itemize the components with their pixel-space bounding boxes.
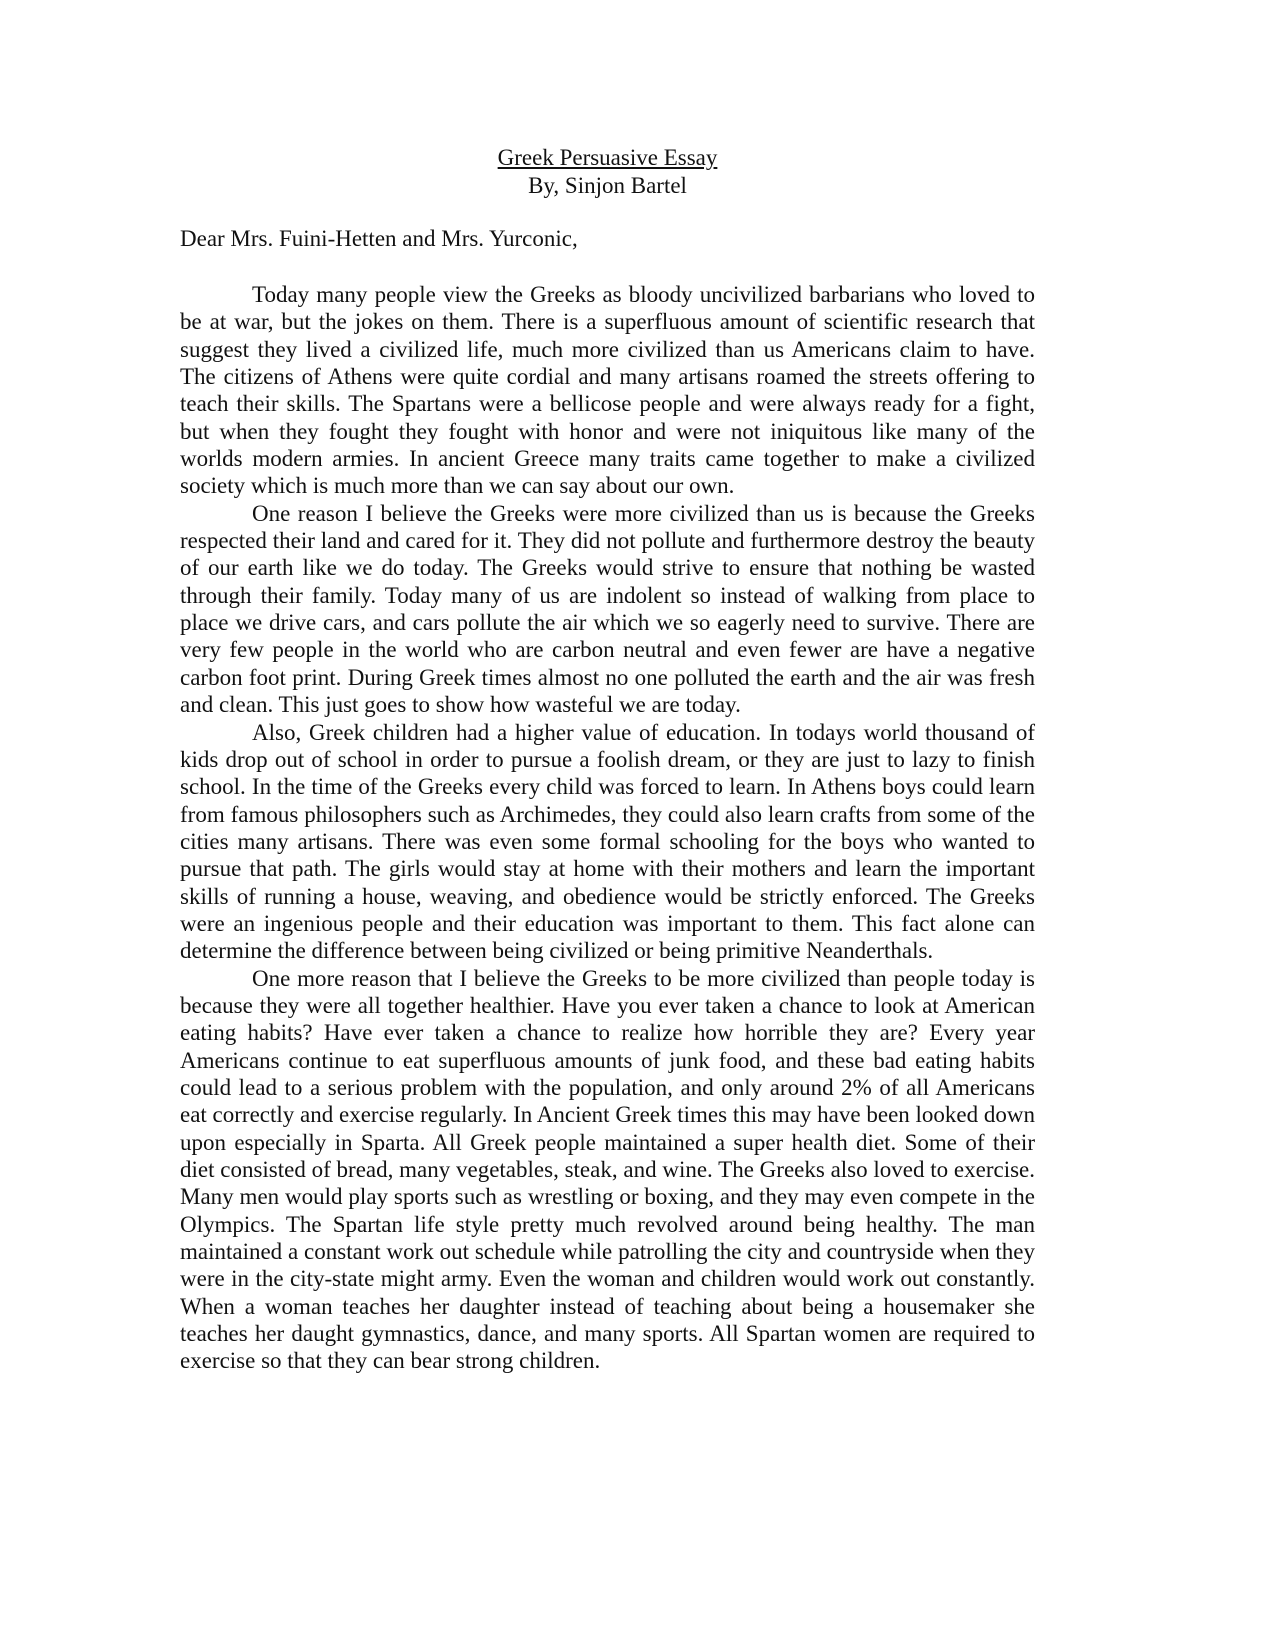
paragraph-2: One reason I believe the Greeks were more civilized than us is because the Greeks respected their land and cared for it. They did not pollute and furthermore destroy the beauty of our earth like we do today. The Greeks would strive to ensure that nothing be wasted through their family. Today many of us are indolent so instead of walking from place to place we drive cars, and cars pollute the air which we so eagerly need to survive. There are very few people in the world who are carbon neutral and even fewer are have a negative carbon foot print. During Greek times almost no one polluted the earth and the air was fresh and clean. This just goes to show how wasteful we are today. xyxy=(180,500,1035,718)
letter-greeting: Dear Mrs. Fuini-Hetten and Mrs. Yurconic, xyxy=(180,226,578,251)
essay-title: Greek Persuasive Essay xyxy=(497,145,718,170)
paragraph-3: Also, Greek children had a higher value of education. In todays world thousand of kids drop out of school in order to pursue a foolish dream, or they are just to lazy to finish school. In the time of the Greeks every child was forced to learn. In Athens boys could learn from famous philosophers such as Archimedes, they could also learn crafts from some of the cities many artisans. There was even some formal schooling for the boys who wanted to pursue that path. The girls would stay at home with their mothers and learn the important skills of running a house, weaving, and obedience would be strictly enforced. The Greeks were an ingenious people and their education was important to them. This fact alone can determine the difference between being civilized or being primitive Neanderthals. xyxy=(180,719,1035,964)
essay-body xyxy=(180,281,1035,1375)
essay-byline: By, Sinjon Bartel xyxy=(528,173,687,198)
paragraph-4: One more reason that I believe the Greeks to be more civilized than people today is because they were all together healthier. Have you ever taken a chance to look at American eating habits? Have ever taken a chance to realize how horrible they are? Every year Americans continue to eat superfluous amounts of junk food, and these bad eating habits could lead to a serious problem with the population, and only around 2% of all Americans eat correctly and exercise regularly. In Ancient Greek times this may have been looked down upon especially in Sparta. All Greek people maintained a super health diet. Some of their diet consisted of bread, many vegetables, steak, and wine. The Greeks also loved to exercise. Many men would play sports such as wrestling or boxing, and they may even compete in the Olympics. The Spartan life style pretty much revolved around being healthy. The man maintained a constant work out schedule while patrolling the city and countryside when they were in the city-state might army. Even the woman and children would work out constantly. When a woman teaches her daughter instead of teaching about being a housemaker she teaches her daught gymnastics, dance, and many sports. All Spartan women are required to exercise so that they can bear strong children. xyxy=(180,965,1035,1374)
essay-heading xyxy=(180,144,1035,200)
paragraph-1: Today many people view the Greeks as bloody uncivilized barbarians who loved to be at war, but the jokes on them. There is a superfluous amount of scientific research that suggest they lived a civilized life, much more civilized than us Americans claim to have. The citizens of Athens were quite cordial and many artisans roamed the streets offering to teach their skills. The Spartans were a bellicose people and were always ready for a fight, but when they fought they fought with honor and were not iniquitous like many of the worlds modern armies. In ancient Greece many traits came together to make a civilized society which is much more than we can say about our own. xyxy=(180,282,1035,499)
